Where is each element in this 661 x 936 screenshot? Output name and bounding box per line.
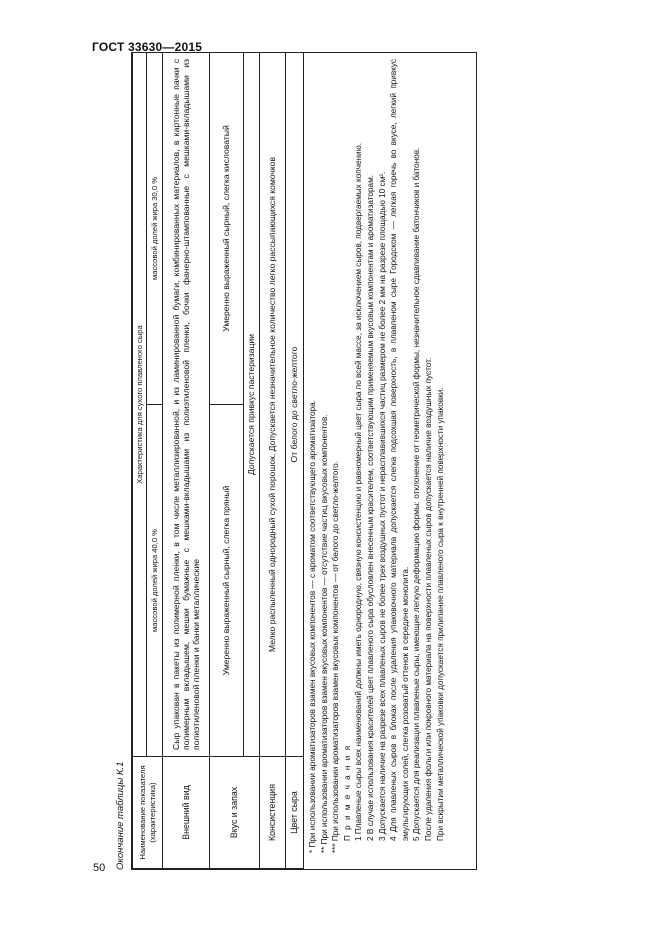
table-caption: Окончание таблицы К.1 <box>115 761 126 870</box>
note-4: 4 Для плавленых сыров в блоках после удаления упаковочного материала допускается слегка подсохшая поверхность, в плавленом сыре Городском — легкая горечь во вкусе, легкий привкус эмульгирующих солей, слегка розоватый оттенок в середине монолита. <box>389 59 410 841</box>
rotated-table-region <box>111 52 477 870</box>
table-notes <box>307 59 446 865</box>
taste-value-30: Умеренно выраженный сырный, слегка кисловатый <box>210 52 244 404</box>
sub-header-30: массовой долей жира 30,0 % <box>147 52 163 404</box>
table-frame <box>131 52 477 870</box>
group-header: Характеристика для сухого плавленого сыра <box>133 52 147 756</box>
notes-heading: П р и м е ч а н и я <box>342 744 352 841</box>
document-title: ГОСТ 33630—2015 <box>92 40 203 54</box>
table-row <box>244 52 260 868</box>
taste-value-40: Умеренно выраженный сырный, слегка пряный <box>210 405 244 757</box>
table-row <box>210 52 244 868</box>
row-name-appearance: Внешний вид <box>163 757 210 869</box>
sub-header-40: массовой долей жира 40,0 % <box>147 405 163 757</box>
spec-table <box>132 52 304 869</box>
col-name-header: Наименование показателя (характеристика) <box>133 757 163 869</box>
footnote-3: *** При использовании ароматизаторов взамен вкусовых компонентов — от белого до светло-желтого. <box>331 461 341 853</box>
footnote-1: * При использовании ароматизаторов взамен вкусовых компонентов — с ароматом соответствующего ароматизатора. <box>308 400 317 853</box>
table-row <box>286 52 304 868</box>
taste-common-value: Допускается привкус пастеризации <box>244 52 260 756</box>
note-1: 1 Плавленые сыры всех наименований должны иметь однородную, связную консистенцию и равномерный цвет сыра по всей массе, за исключением сыров, подвергаемых копчению. <box>354 142 364 841</box>
appearance-value: Сыр упакован в пакеты из полимерной пленки, в том числе металлизированной, и из ламинированной бумаги, комбинированных материалов, в картонные пачки с полимерным вкладышем, мешки бумажные с мешками-вкладышами из полиэтиленовой пленки, бочки фанерно-штампованные с мешками-вкладышами из полиэтиленовой пленки и банки металлические <box>163 52 210 756</box>
note-2: 2 В случае использования красителей цвет плавленого сыра обусловлен внесенным красителем, соответствующим применяемым вкусовым компонентам и ароматизаторам. <box>365 175 375 841</box>
row-name-consistency: Консистенция <box>260 757 286 869</box>
note-7: При вскрытии металлической упаковки допускается прилипание плавленого сыра к внутренней поверхности упаковки. <box>435 387 445 841</box>
note-3: 3 Допускается наличие на разрезе всех плавленых сыров не более трех воздушных пустот и нерасплавившихся частиц размером не более 2 мм на разрезе площадью 10 см². <box>377 171 387 841</box>
table-row <box>163 52 210 868</box>
consistency-value: Мелко распыленный однородный сухой порошок. Допускается незначительное количество легко рассыпающихся комочков <box>260 52 286 756</box>
footnote-2: ** При использовании ароматизаторов взамен вкусовых компонентов — отсутствие частиц вкусовых компонентов. <box>319 414 329 853</box>
note-6: После удаления фольги или покровного материала на поверхности плавленых сыров допускается наличие воздушных пустот. <box>423 357 433 841</box>
note-5: 5 Допускается для реализации плавленые сыры, имеющие легкую деформацию формы: отклонение от геометрической формы, незначительное сдавливание батончиков и батонов. <box>412 147 422 841</box>
table-row <box>260 52 286 868</box>
row-name-taste: Вкус и запах <box>210 757 260 869</box>
page-number: 50 <box>93 862 106 874</box>
row-name-color: Цвет сыра <box>286 757 304 869</box>
color-value: От белого до светло-желтого <box>286 52 304 756</box>
